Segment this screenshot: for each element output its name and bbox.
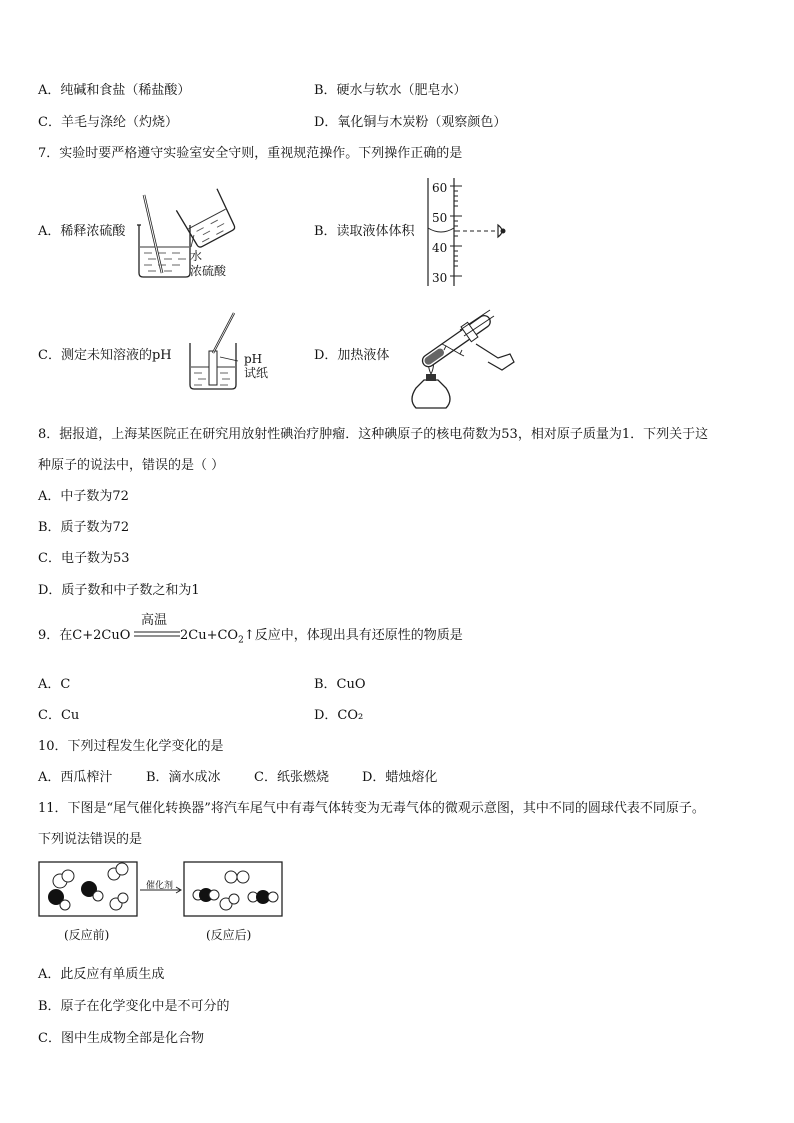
q8-stem-line1: 8．据报道，上海某医院正在研究用放射性碘治疗肿瘤．这种碘原子的核电荷数为53，相对原子质量为1．下列关于这 — [38, 427, 709, 442]
q9-suffix: 反应中，体现出具有还原性的物质是 — [254, 628, 463, 643]
cylinder-tick-50: 50 — [432, 211, 448, 225]
cylinder-tick-30: 30 — [432, 271, 448, 285]
q9-products — [180, 628, 463, 649]
q8-option-a: A．中子数为72 — [38, 489, 129, 504]
q8-option-c: C．电子数为53 — [38, 551, 130, 566]
q9-option-d: D．CO₂ — [314, 708, 364, 723]
figure-heat-liquid — [398, 300, 518, 410]
q11-stem-line2: 下列说法错误的是 — [38, 832, 143, 847]
q8-stem-line2: 种原子的说法中，错误的是（ ） — [38, 458, 225, 473]
q7-stem: 7．实验时要严格遵守实验室安全守则，重视规范操作。下列操作正确的是 — [38, 146, 463, 161]
q11-option-a: A．此反应有单质生成 — [38, 967, 165, 982]
cylinder-tick-60: 60 — [432, 181, 448, 195]
figure-before-label: (反应前) — [64, 928, 110, 942]
q9-option-c: C．Cu — [38, 708, 80, 723]
q9-equals-sign — [134, 631, 180, 639]
figure-a-water-label: 水 — [190, 249, 203, 263]
q7-option-c: C．测定未知溶液的pH — [38, 348, 172, 363]
q7-option-b: B．读取液体体积 — [314, 224, 415, 239]
q9-condition: 高温 — [141, 613, 168, 628]
q7-option-a: A．稀释浓硫酸 — [38, 224, 126, 239]
q8-option-d: D．质子数和中子数之和为1 — [38, 583, 200, 598]
q10-stem: 10．下列过程发生化学变化的是 — [38, 739, 224, 754]
q10-option-c: C．纸张燃烧 — [254, 770, 329, 785]
q11-option-c: C．图中生成物全部是化合物 — [38, 1031, 204, 1046]
cylinder-tick-40: 40 — [432, 241, 448, 255]
q9-option-b: B．CuO — [314, 677, 366, 692]
q9-products-text: 2Cu+CO — [180, 628, 239, 643]
q11-option-b: B．原子在化学变化中是不可分的 — [38, 999, 230, 1014]
q8-option-b: B．质子数为72 — [38, 520, 130, 535]
q6-option-d: D．氧化铜与木炭粉（观察颜色） — [314, 115, 507, 130]
q10-option-d: D．蜡烛熔化 — [362, 770, 438, 785]
q11-stem-line1: 11．下图是“尾气催化转换器”将汽车尾气中有毒气体转变为无毒气体的微观示意图，其中不同的圆球代表不同原子。 — [38, 801, 705, 816]
figure-a-acid-label: 浓硫酸 — [190, 264, 227, 278]
q9-prefix: 9．在C+2CuO — [38, 628, 131, 643]
q9-subscript: 2 — [238, 635, 244, 646]
figure-c-paper-label: 试纸 — [244, 366, 269, 380]
q9-option-a: A．C — [38, 677, 71, 692]
q6-option-b: B．硬水与软水（肥皂水） — [314, 83, 467, 98]
q9-gas-arrow: ↑ — [243, 628, 255, 643]
q10-option-b: B．滴水成冰 — [146, 770, 221, 785]
q7-option-d: D．加热液体 — [314, 348, 390, 363]
figure-catalyst-label: 催化剂 — [146, 881, 174, 891]
q6-option-a: A．纯碱和食盐（稀盐酸） — [38, 83, 191, 98]
q10-option-a: A．西瓜榨汁 — [38, 770, 113, 785]
figure-c-ph-label: pH — [244, 352, 263, 366]
q6-option-c: C．羊毛与涤纶（灼烧） — [38, 115, 178, 130]
figure-after-label: (反应后) — [206, 928, 252, 942]
